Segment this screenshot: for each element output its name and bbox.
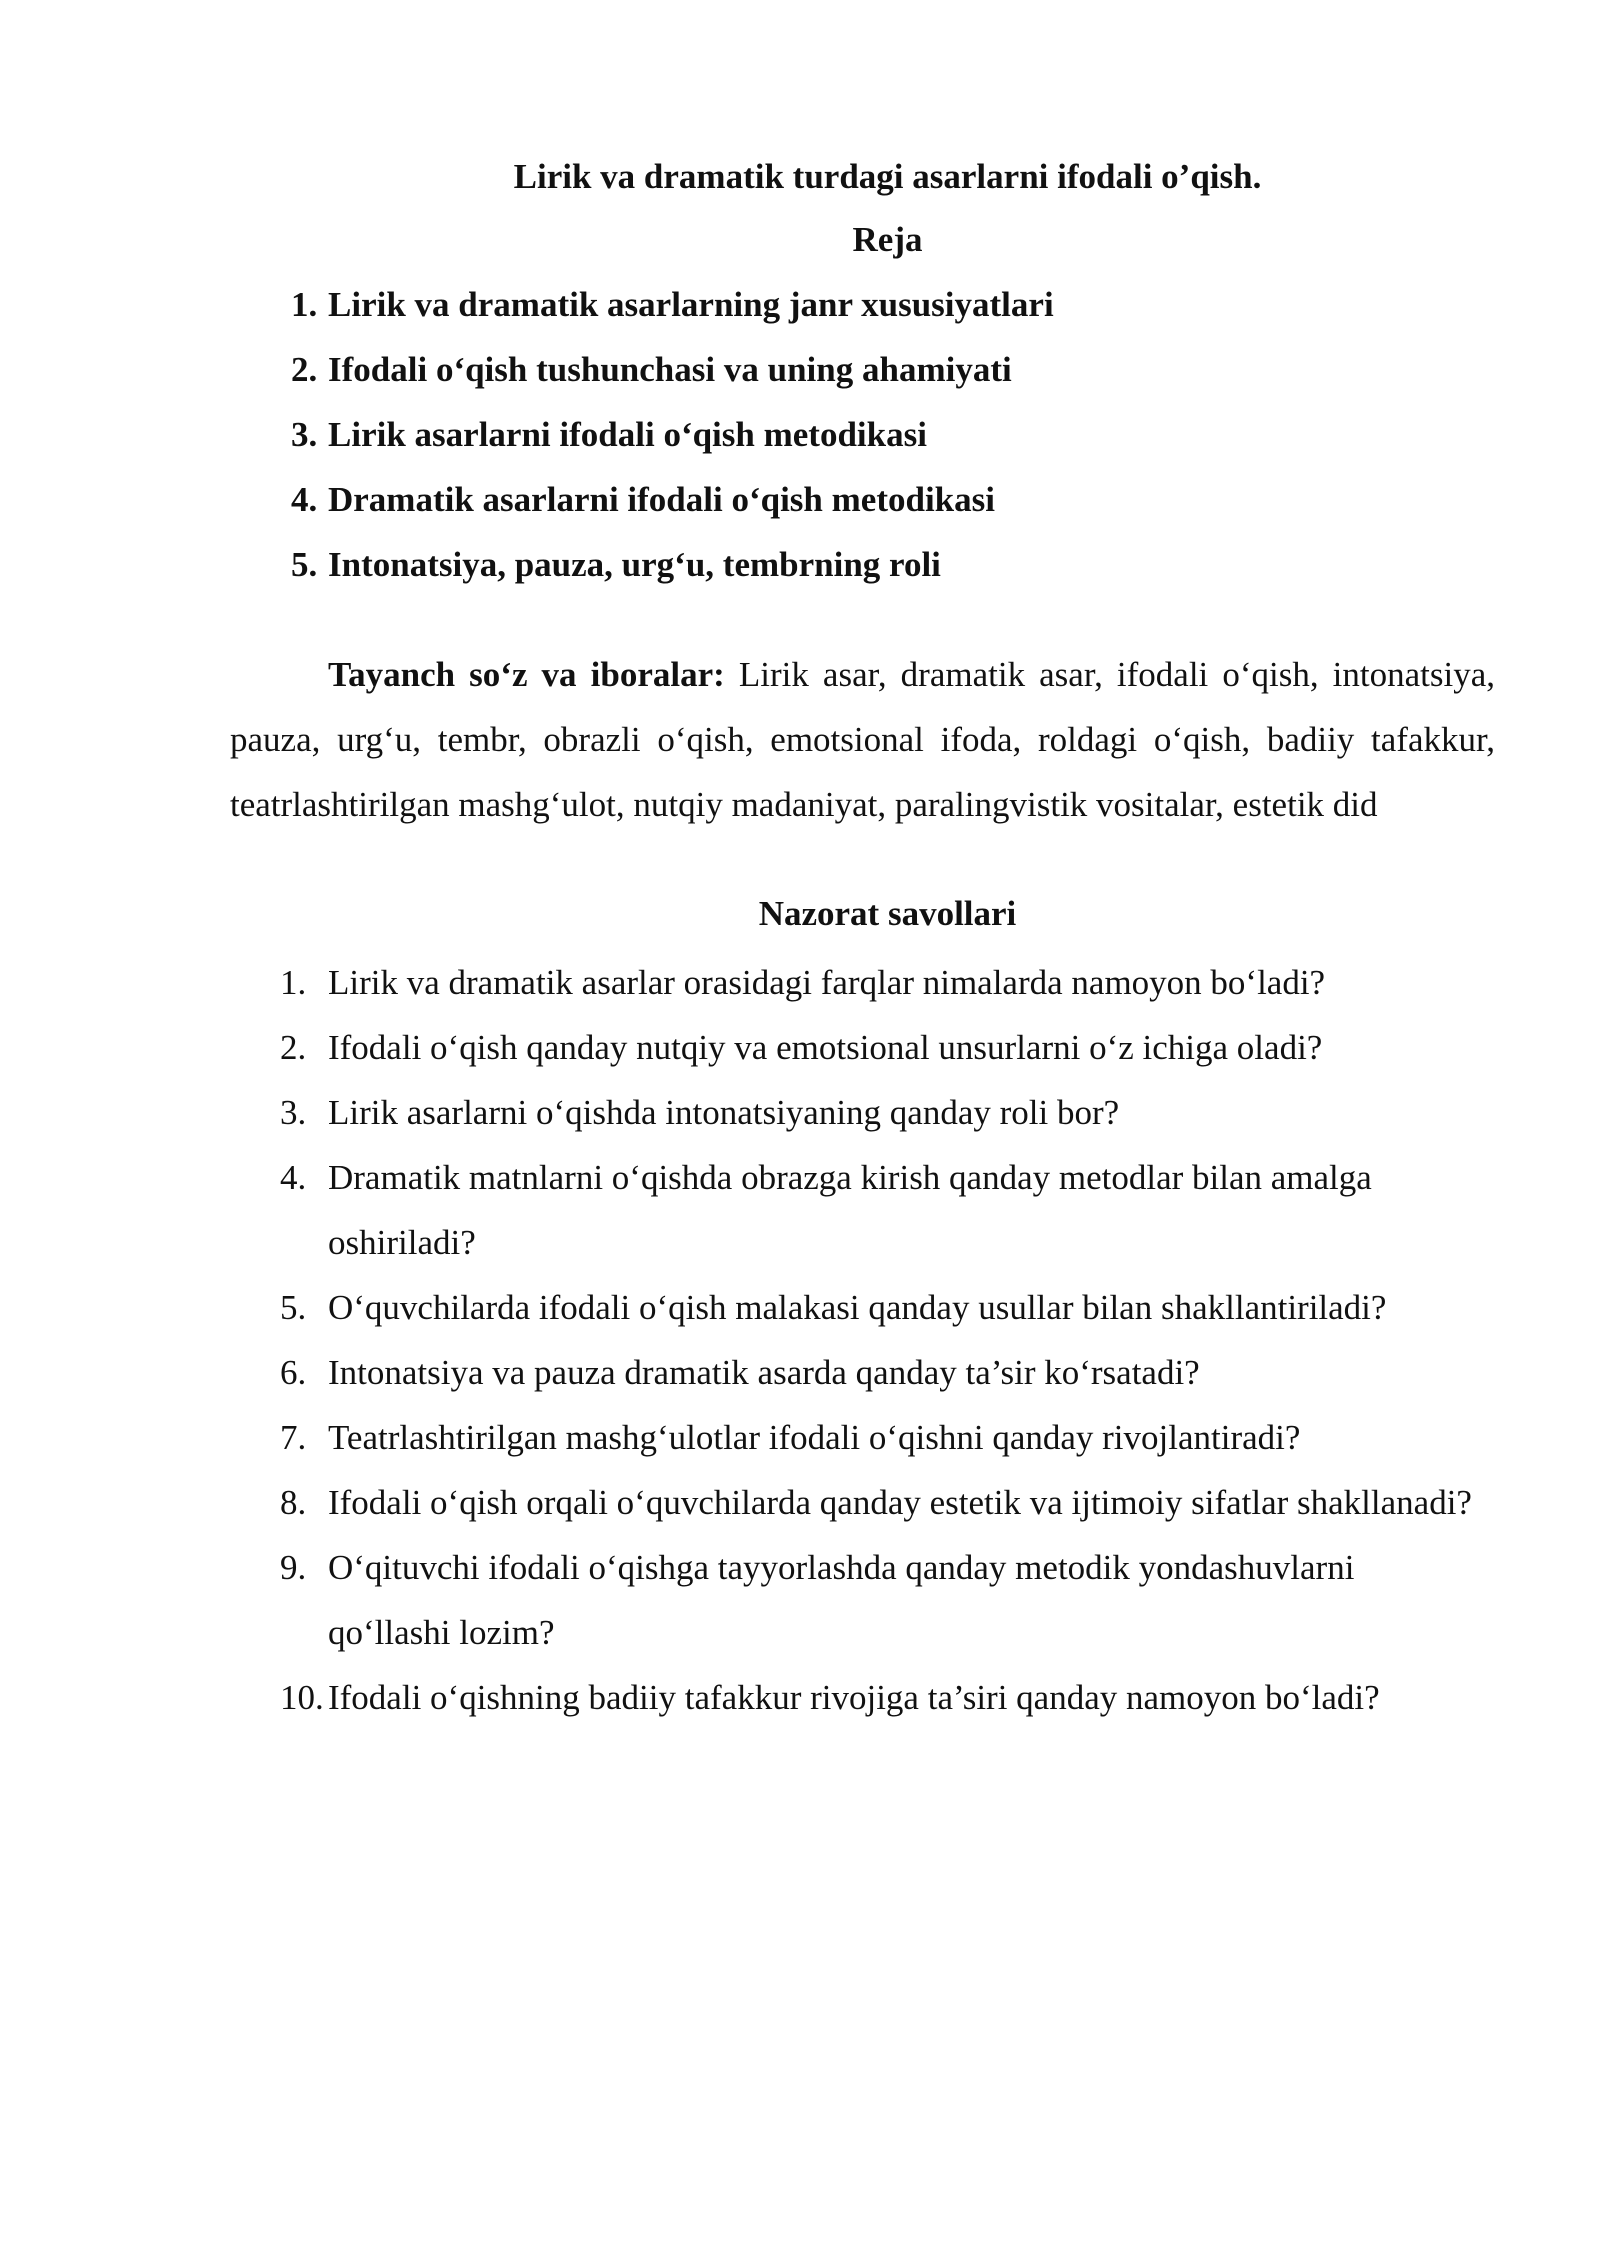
question-text: Intonatsiya va pauza dramatik asarda qanday ta’sir ko‘rsatadi? — [328, 1353, 1200, 1392]
questions-list — [230, 950, 1495, 1730]
question-item — [230, 1405, 1495, 1470]
keywords-paragraph — [230, 642, 1495, 837]
question-number: 10. — [280, 1678, 324, 1717]
plan-item — [230, 408, 1495, 462]
question-text: Lirik asarlarni o‘qishda intonatsiyaning qanday roli bor? — [328, 1093, 1120, 1132]
question-item — [230, 1015, 1495, 1080]
question-number: 6. — [280, 1353, 307, 1392]
question-text: Dramatik matnlarni o‘qishda obrazga kirish qanday metodlar bilan amalga oshiriladi? — [328, 1158, 1372, 1262]
plan-item — [230, 473, 1495, 527]
plan-item-text: Dramatik asarlarni ifodali o‘qish metodikasi — [328, 480, 995, 519]
document-page — [230, 150, 1495, 1730]
question-text: Teatrlashtirilgan mashg‘ulotlar ifodali o‘qishni qanday rivojlantiradi? — [328, 1418, 1301, 1457]
plan-item-text: Lirik va dramatik asarlarning janr xususiyatlari — [328, 285, 1054, 324]
question-text: O‘quvchilarda ifodali o‘qish malakasi qanday usullar bilan shakllantiriladi? — [328, 1288, 1387, 1327]
plan-item-text: Intonatsiya, pauza, urg‘u, tembrning roli — [328, 545, 941, 584]
document-title: Lirik va dramatik turdagi asarlarni ifodali o’qish. — [513, 157, 1262, 196]
plan-item — [230, 538, 1495, 592]
keywords-text: Lirik asar, dramatik asar, ifodali o‘qish, intonatsiya, pauza, urg‘u, tembr, obrazli o‘qish, emotsional ifoda, roldagi o‘qish, badiiy tafakkur, teatrlashtirilgan mashg‘ulot, nutqiy madaniyat, paralingvistik vositalar, estetik did — [230, 655, 1496, 824]
plan-list — [230, 278, 1495, 592]
question-number: 1. — [280, 963, 307, 1002]
plan-heading: Reja — [852, 220, 923, 259]
question-text: Ifodali o‘qishning badiiy tafakkur rivojiga ta’siri qanday namoyon bo‘ladi? — [328, 1678, 1380, 1717]
plan-item-text: Lirik asarlarni ifodali o‘qish metodikasi — [328, 415, 927, 454]
plan-item-number: 4. — [291, 480, 318, 519]
question-number: 3. — [280, 1093, 307, 1132]
question-item — [230, 1535, 1495, 1665]
question-number: 8. — [280, 1483, 307, 1522]
keywords-label: Tayanch so‘z va iboralar: — [328, 655, 725, 694]
plan-item-number: 2. — [291, 350, 318, 389]
question-number: 7. — [280, 1418, 307, 1457]
plan-item-number: 3. — [291, 415, 318, 454]
plan-item — [230, 278, 1495, 332]
plan-item-number: 1. — [291, 285, 318, 324]
question-number: 9. — [280, 1548, 307, 1587]
question-item — [230, 1080, 1495, 1145]
questions-heading: Nazorat savollari — [758, 894, 1017, 933]
question-item — [230, 1665, 1495, 1730]
question-item — [230, 950, 1495, 1015]
question-text: Lirik va dramatik asarlar orasidagi farqlar nimalarda namoyon bo‘ladi? — [328, 963, 1326, 1002]
question-item — [230, 1340, 1495, 1405]
question-number: 2. — [280, 1028, 307, 1067]
question-text: Ifodali o‘qish orqali o‘quvchilarda qanday estetik va ijtimoiy sifatlar shakllanadi? — [328, 1483, 1472, 1522]
plan-item-number: 5. — [291, 545, 318, 584]
question-item — [230, 1470, 1495, 1535]
plan-item-text: Ifodali o‘qish tushunchasi va uning ahamiyati — [328, 350, 1012, 389]
question-text: Ifodali o‘qish qanday nutqiy va emotsional unsurlarni o‘z ichiga oladi? — [328, 1028, 1323, 1067]
plan-item — [230, 343, 1495, 397]
question-number: 5. — [280, 1288, 307, 1327]
question-item — [230, 1275, 1495, 1340]
question-text: O‘qituvchi ifodali o‘qishga tayyorlashda qanday metodik yondashuvlarni qo‘llashi lozim? — [328, 1548, 1355, 1652]
question-item — [230, 1145, 1495, 1275]
question-number: 4. — [280, 1158, 307, 1197]
